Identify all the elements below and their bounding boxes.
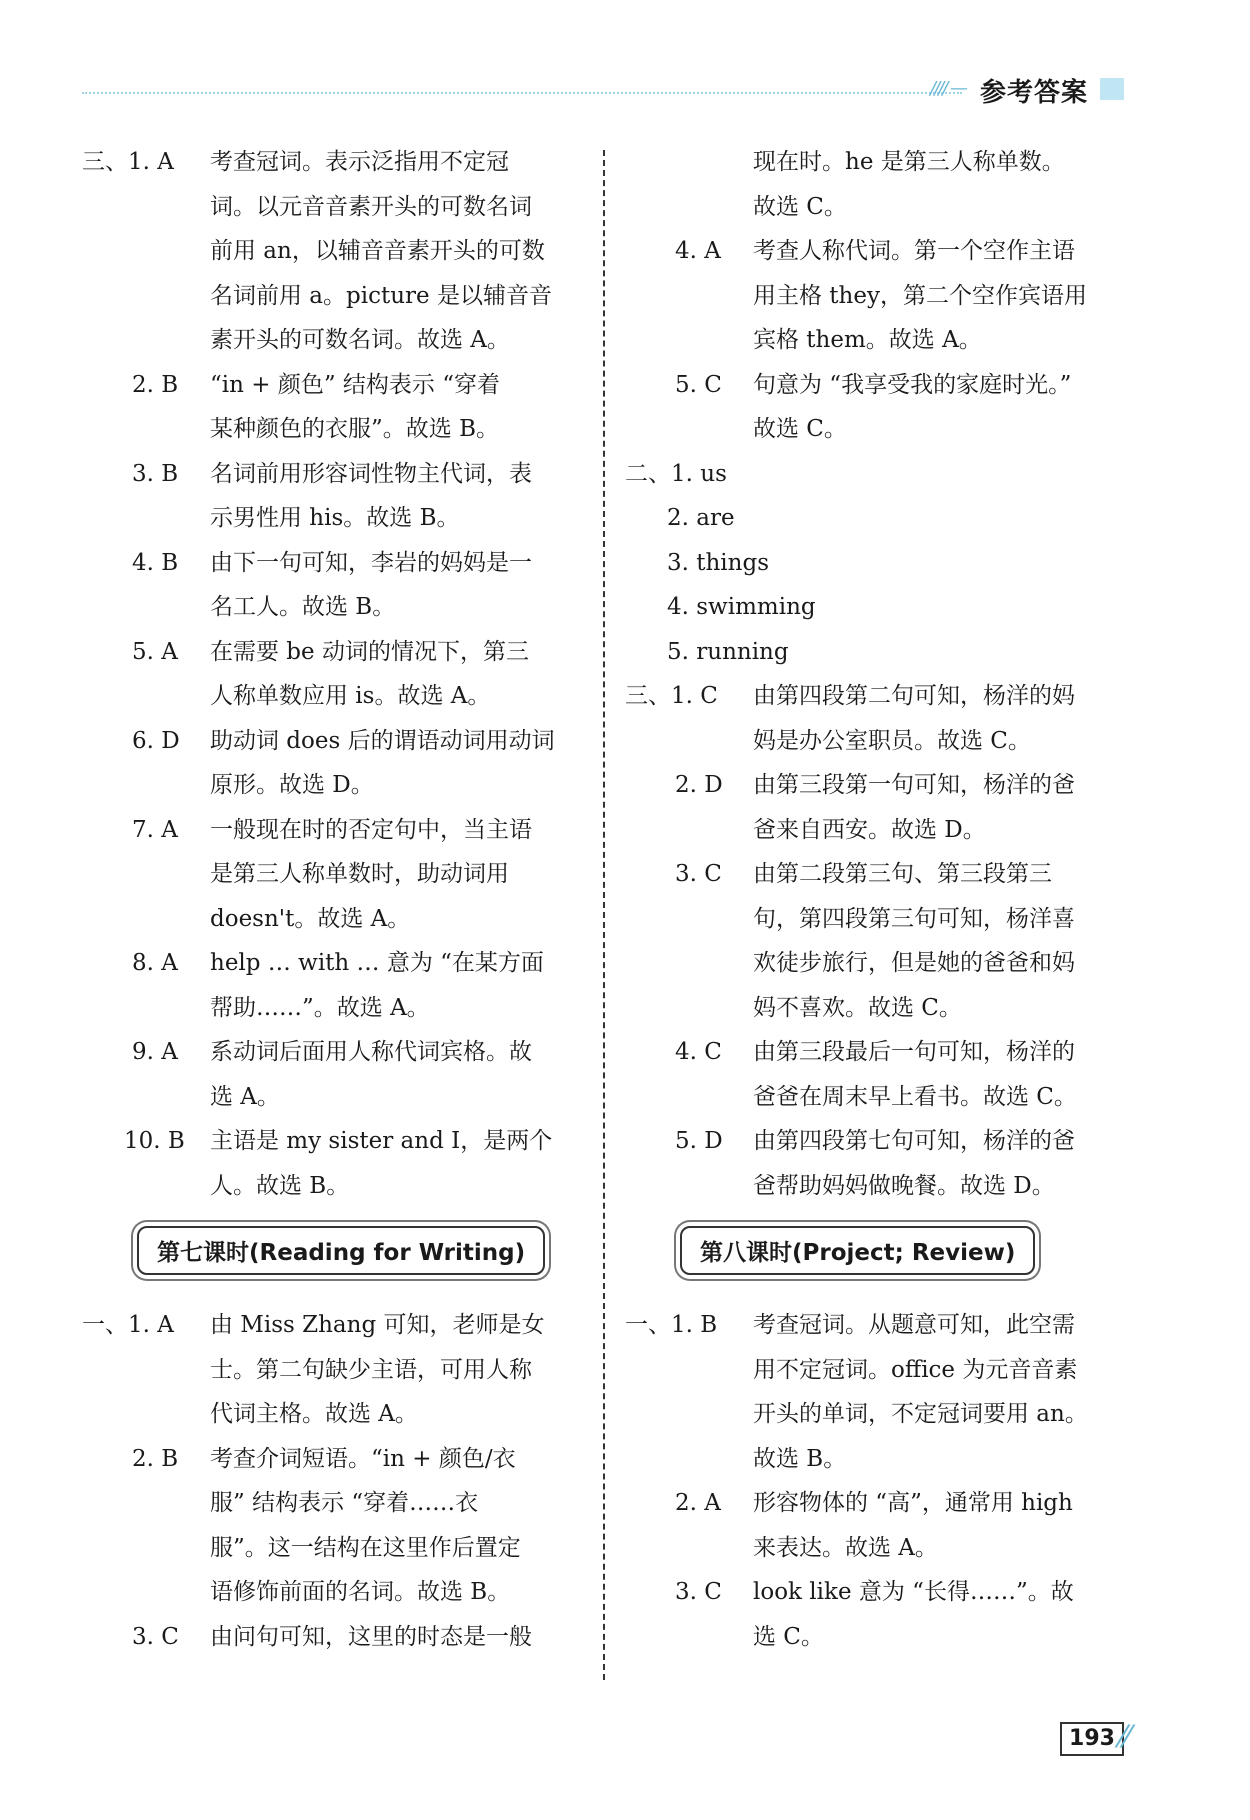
answer-text: doesn't。故选 A。 (210, 905, 411, 932)
answer-text: 前用 an，以辅音音素开头的可数 (210, 238, 545, 264)
header-rule (82, 92, 962, 94)
answer-line (625, 719, 1125, 764)
answer-line (82, 363, 582, 408)
answer-line (82, 185, 582, 230)
answer-text: 爸来自西安。故选 D。 (753, 816, 986, 843)
question-label: 2. are (667, 505, 735, 531)
question-label: 9. A (132, 1039, 178, 1065)
answer-line (625, 1119, 1125, 1164)
question-label: 3. C (675, 861, 722, 887)
question-label: 3. B (132, 460, 179, 487)
answer-line (625, 808, 1125, 853)
answer-line (625, 1164, 1125, 1209)
lesson-badge: 第七课时(Reading for Writing) (137, 1226, 545, 1275)
answer-line (625, 986, 1125, 1031)
question-label: 3. C (132, 1623, 179, 1650)
answer-line (82, 1615, 582, 1660)
answer-line (82, 1392, 582, 1437)
answer-text: 由第三段第一句可知，杨洋的爸 (753, 772, 1075, 798)
left-column (82, 140, 582, 1659)
answer-line (82, 452, 582, 497)
answer-line (82, 674, 582, 719)
question-label: 10. B (124, 1128, 185, 1154)
answer-line (82, 1075, 582, 1120)
column-divider (603, 150, 605, 1680)
answer-text: 原形。故选 D。 (210, 772, 374, 798)
answer-line (625, 585, 1125, 630)
question-label: 二、1. us (625, 460, 727, 487)
answer-text: 宾格 them。故选 A。 (753, 327, 982, 353)
question-label: 2. B (132, 1445, 179, 1472)
answer-text: 主语是 my sister and I，是两个 (210, 1128, 553, 1154)
answer-line (82, 407, 582, 452)
answer-text: 素开头的可数名词。故选 A。 (210, 327, 510, 353)
answer-text: 名词前用形容词性物主代词，表 (210, 460, 532, 487)
question-label: 2. A (675, 1490, 721, 1516)
answer-text: 在需要 be 动词的情况下，第三 (210, 638, 529, 665)
answer-line (82, 1526, 582, 1571)
answer-text: 选 C。 (753, 1623, 824, 1650)
answer-line (82, 318, 582, 363)
answer-text: 考查冠词。从题意可知，此空需 (753, 1312, 1075, 1338)
answer-line (625, 941, 1125, 986)
question-label: 7. A (132, 816, 178, 843)
answer-text: 爸帮助妈妈做晚餐。故选 D。 (753, 1172, 1055, 1199)
answer-line (625, 852, 1125, 897)
answer-line (625, 496, 1125, 541)
question-label: 3. things (667, 549, 770, 576)
answer-text: 考查介词短语。“in + 颜色/衣 (210, 1445, 516, 1472)
answer-text: 欢徒步旅行，但是她的爸爸和妈 (753, 950, 1075, 976)
answer-line (625, 407, 1125, 452)
question-label: 8. A (132, 950, 178, 976)
answer-text: 由第四段第二句可知，杨洋的妈 (753, 683, 1075, 709)
answer-text: 由第二段第三句、第三段第三 (753, 861, 1052, 887)
question-label: 5. A (132, 638, 178, 665)
answer-text: 助动词 does 后的谓语动词用动词 (210, 727, 555, 754)
page-number: 193 (1060, 1722, 1124, 1756)
answer-line (82, 1570, 582, 1615)
answer-text: 句，第四段第三句可知，杨洋喜 (753, 905, 1075, 932)
answer-line (82, 1481, 582, 1526)
question-label: 三、1. A (82, 149, 174, 175)
answer-line (82, 496, 582, 541)
answer-line (625, 1303, 1125, 1348)
answer-line (82, 1030, 582, 1075)
question-label: 3. C (675, 1579, 722, 1605)
answer-line (625, 1075, 1125, 1120)
answer-text: 一般现在时的否定句中，当主语 (210, 816, 532, 843)
question-label: 一、1. A (82, 1312, 174, 1338)
answer-text: help … with … 意为 “在某方面 (210, 950, 544, 976)
answer-text: 语修饰前面的名词。故选 B。 (210, 1579, 511, 1605)
footer-decoration: ⁄⁄ (1120, 1720, 1131, 1755)
question-label: 4. swimming (667, 594, 816, 620)
answer-line (625, 452, 1125, 497)
answer-text: 由下一句可知，李岩的妈妈是一 (210, 549, 532, 576)
answer-text: 是第三人称单数时，助动词用 (210, 861, 509, 887)
answer-text: 某种颜色的衣服”。故选 B。 (210, 416, 499, 442)
answer-line (82, 274, 582, 319)
answer-text: 故选 C。 (753, 193, 847, 220)
answer-line (625, 140, 1125, 185)
answer-line (625, 1570, 1125, 1615)
answer-line (625, 630, 1125, 675)
answer-line (82, 897, 582, 942)
question-label: 6. D (132, 727, 180, 754)
answer-text: 人称单数应用 is。故选 A。 (210, 683, 491, 709)
answer-line (82, 1437, 582, 1482)
answer-text: 名词前用 a。picture 是以辅音音 (210, 282, 552, 309)
question-label: 一、1. B (625, 1312, 718, 1338)
answer-line (82, 1164, 582, 1209)
answer-line (625, 1348, 1125, 1393)
answer-line (625, 1030, 1125, 1075)
answer-text: 词。以元音音素开头的可数名词 (210, 193, 532, 220)
answer-line (625, 674, 1125, 719)
answer-line (625, 1526, 1125, 1571)
answer-text: 服”。这一结构在这里作后置定 (210, 1534, 521, 1561)
answer-line (82, 719, 582, 764)
answer-text: 名工人。故选 B。 (210, 594, 396, 620)
answer-text: 形容物体的 “高”，通常用 high (753, 1490, 1073, 1516)
answer-text: “in + 颜色” 结构表示 “穿着 (210, 371, 500, 398)
question-label: 2. B (132, 371, 179, 398)
right-column (625, 140, 1125, 1659)
answer-text: 妈是办公室职员。故选 C。 (753, 727, 1031, 754)
answer-text: 开头的单词，不定冠词要用 an。 (753, 1401, 1088, 1427)
answer-text: 服” 结构表示 “穿着……衣 (210, 1490, 479, 1516)
question-label: 4. B (132, 549, 179, 576)
answer-line (82, 140, 582, 185)
answer-line (82, 229, 582, 274)
answer-text: 来表达。故选 A。 (753, 1534, 938, 1561)
question-label: 三、1. C (625, 683, 718, 709)
answer-line (82, 585, 582, 630)
header-decoration: //// — (930, 78, 966, 99)
answer-line (625, 1392, 1125, 1437)
answer-text: 士。第二句缺少主语，可用人称 (210, 1356, 532, 1383)
answer-text: 考查冠词。表示泛指用不定冠 (210, 149, 509, 175)
answer-line (82, 808, 582, 853)
answer-line (82, 1348, 582, 1393)
answer-text: 由问句可知，这里的时态是一般 (210, 1623, 532, 1650)
answer-text: 妈不喜欢。故选 C。 (753, 994, 962, 1021)
answer-line (625, 229, 1125, 274)
question-label: 5. D (675, 1128, 723, 1154)
answer-text: 示男性用 his。故选 B。 (210, 505, 460, 531)
answer-line (82, 541, 582, 586)
question-label: 5. C (675, 371, 722, 398)
answer-line (625, 763, 1125, 808)
header-accent-block (1100, 78, 1124, 100)
question-label: 4. C (675, 1039, 722, 1065)
answer-line (82, 941, 582, 986)
answer-line (625, 363, 1125, 408)
answer-text: 句意为 “我享受我的家庭时光。” (753, 371, 1072, 398)
question-label: 2. D (675, 772, 723, 798)
answer-text: 人。故选 B。 (210, 1172, 350, 1199)
answer-line (82, 630, 582, 675)
answer-line (625, 1437, 1125, 1482)
answer-text: 用主格 they，第二个空作宾语用 (753, 282, 1087, 309)
answer-text: 故选 C。 (753, 416, 847, 442)
answer-line (625, 1481, 1125, 1526)
answer-line (82, 852, 582, 897)
question-label: 4. A (675, 238, 721, 264)
answer-line (625, 318, 1125, 363)
answer-text: look like 意为 “长得……”。故 (753, 1579, 1074, 1605)
question-label: 5. running (667, 638, 789, 665)
answer-text: 选 A。 (210, 1083, 280, 1110)
answer-text: 现在时。he 是第三人称单数。 (753, 149, 1065, 175)
answer-line (82, 986, 582, 1031)
answer-line (625, 185, 1125, 230)
page-header-title: 参考答案 (980, 78, 1089, 108)
lesson-badge: 第八课时(Project; Review) (680, 1226, 1035, 1275)
answer-line (625, 897, 1125, 942)
answer-text: 用不定冠词。office 为元音音素 (753, 1356, 1078, 1383)
answer-text: 爸爸在周末早上看书。故选 C。 (753, 1083, 1077, 1110)
answer-text: 帮助……”。故选 A。 (210, 994, 430, 1021)
answer-line (625, 541, 1125, 586)
answer-line (625, 1615, 1125, 1660)
answer-text: 代词主格。故选 A。 (210, 1401, 418, 1427)
answer-text: 由第四段第七句可知，杨洋的爸 (753, 1128, 1075, 1154)
answer-line (82, 763, 582, 808)
answer-text: 系动词后面用人称代词宾格。故 (210, 1039, 532, 1065)
answer-text: 由 Miss Zhang 可知，老师是女 (210, 1312, 545, 1338)
answer-line (82, 1119, 582, 1164)
answer-text: 由第三段最后一句可知，杨洋的 (753, 1039, 1075, 1065)
answer-line (625, 274, 1125, 319)
answer-line (82, 1303, 582, 1348)
answer-text: 故选 B。 (753, 1445, 847, 1472)
answer-text: 考查人称代词。第一个空作主语 (753, 238, 1075, 264)
